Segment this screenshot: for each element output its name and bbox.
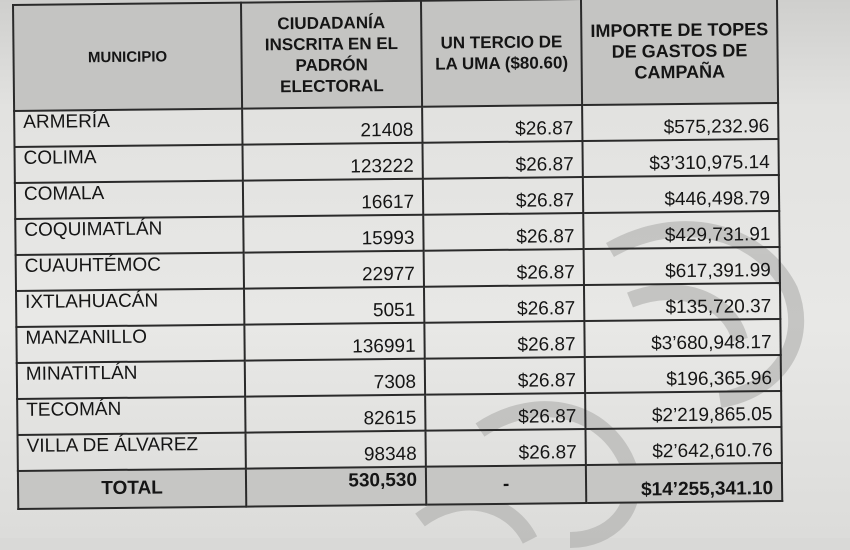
ciudadania-cell: 136991 xyxy=(244,323,424,361)
total-row xyxy=(18,463,782,509)
municipio-cell: MINATITLÁN xyxy=(17,361,245,399)
municipio-cell: COQUIMATLÁN xyxy=(15,217,243,255)
municipio-cell: MANZANILLO xyxy=(16,325,244,363)
header-importe-topes: IMPORTE DE TOPES DE GASTOS DE CAMPAÑA xyxy=(581,0,778,105)
ciudadania-cell: 21408 xyxy=(242,107,422,145)
tercio-cell: $26.87 xyxy=(425,357,585,395)
table-header-row xyxy=(13,0,778,111)
header-ciudadania: CIUDADANÍA INSCRITA EN EL PADRÓN ELECTORAL xyxy=(241,1,422,109)
importe-cell: $3’310,975.14 xyxy=(582,139,778,177)
tercio-cell: $26.87 xyxy=(422,105,582,143)
municipio-cell: TECOMÁN xyxy=(17,397,245,435)
ciudadania-cell: 7308 xyxy=(245,359,425,397)
ciudadania-cell: 5051 xyxy=(244,287,424,325)
importe-cell: $617,391.99 xyxy=(584,247,780,285)
ciudadania-cell: 22977 xyxy=(244,251,424,289)
total-ciudadania: 530,530 xyxy=(246,467,426,507)
ciudadania-cell: 98348 xyxy=(246,431,426,469)
importe-cell: $575,232.96 xyxy=(582,103,778,141)
header-tercio-uma: UN TERCIO DE LA UMA ($80.60) xyxy=(421,0,582,107)
tercio-cell: $26.87 xyxy=(424,321,584,359)
total-importe: $14’255,341.10 xyxy=(586,463,782,503)
municipio-cell: IXTLAHUACÁN xyxy=(16,289,244,327)
campaign-spending-cap-table xyxy=(12,0,783,510)
tercio-cell: $26.87 xyxy=(423,177,583,215)
total-tercio: - xyxy=(426,465,586,505)
ciudadania-cell: 82615 xyxy=(245,395,425,433)
tercio-cell: $26.87 xyxy=(422,141,582,179)
ciudadania-cell: 123222 xyxy=(242,143,422,181)
importe-cell: $2’642,610.76 xyxy=(585,427,781,465)
municipio-cell: ARMERÍA xyxy=(14,109,242,147)
municipio-cell: VILLA DE ÁLVAREZ xyxy=(18,433,246,471)
importe-cell: $446,498.79 xyxy=(583,175,779,213)
municipio-cell: COMALA xyxy=(15,181,243,219)
ciudadania-cell: 15993 xyxy=(243,215,423,253)
tercio-cell: $26.87 xyxy=(424,249,584,287)
header-municipio: MUNICIPIO xyxy=(13,3,242,111)
municipio-cell: CUAUHTÉMOC xyxy=(16,253,244,291)
tercio-cell: $26.87 xyxy=(424,285,584,323)
tercio-cell: $26.87 xyxy=(425,393,585,431)
tercio-cell: $26.87 xyxy=(425,429,585,467)
importe-cell: $429,731.91 xyxy=(583,211,779,249)
total-label: TOTAL xyxy=(18,469,246,509)
importe-cell: $135,720.37 xyxy=(584,283,780,321)
tercio-cell: $26.87 xyxy=(423,213,583,251)
importe-cell: $2’219,865.05 xyxy=(585,391,781,429)
municipio-cell: COLIMA xyxy=(14,145,242,183)
importe-cell: $3’680,948.17 xyxy=(584,319,780,357)
ciudadania-cell: 16617 xyxy=(243,179,423,217)
importe-cell: $196,365.96 xyxy=(585,355,781,393)
